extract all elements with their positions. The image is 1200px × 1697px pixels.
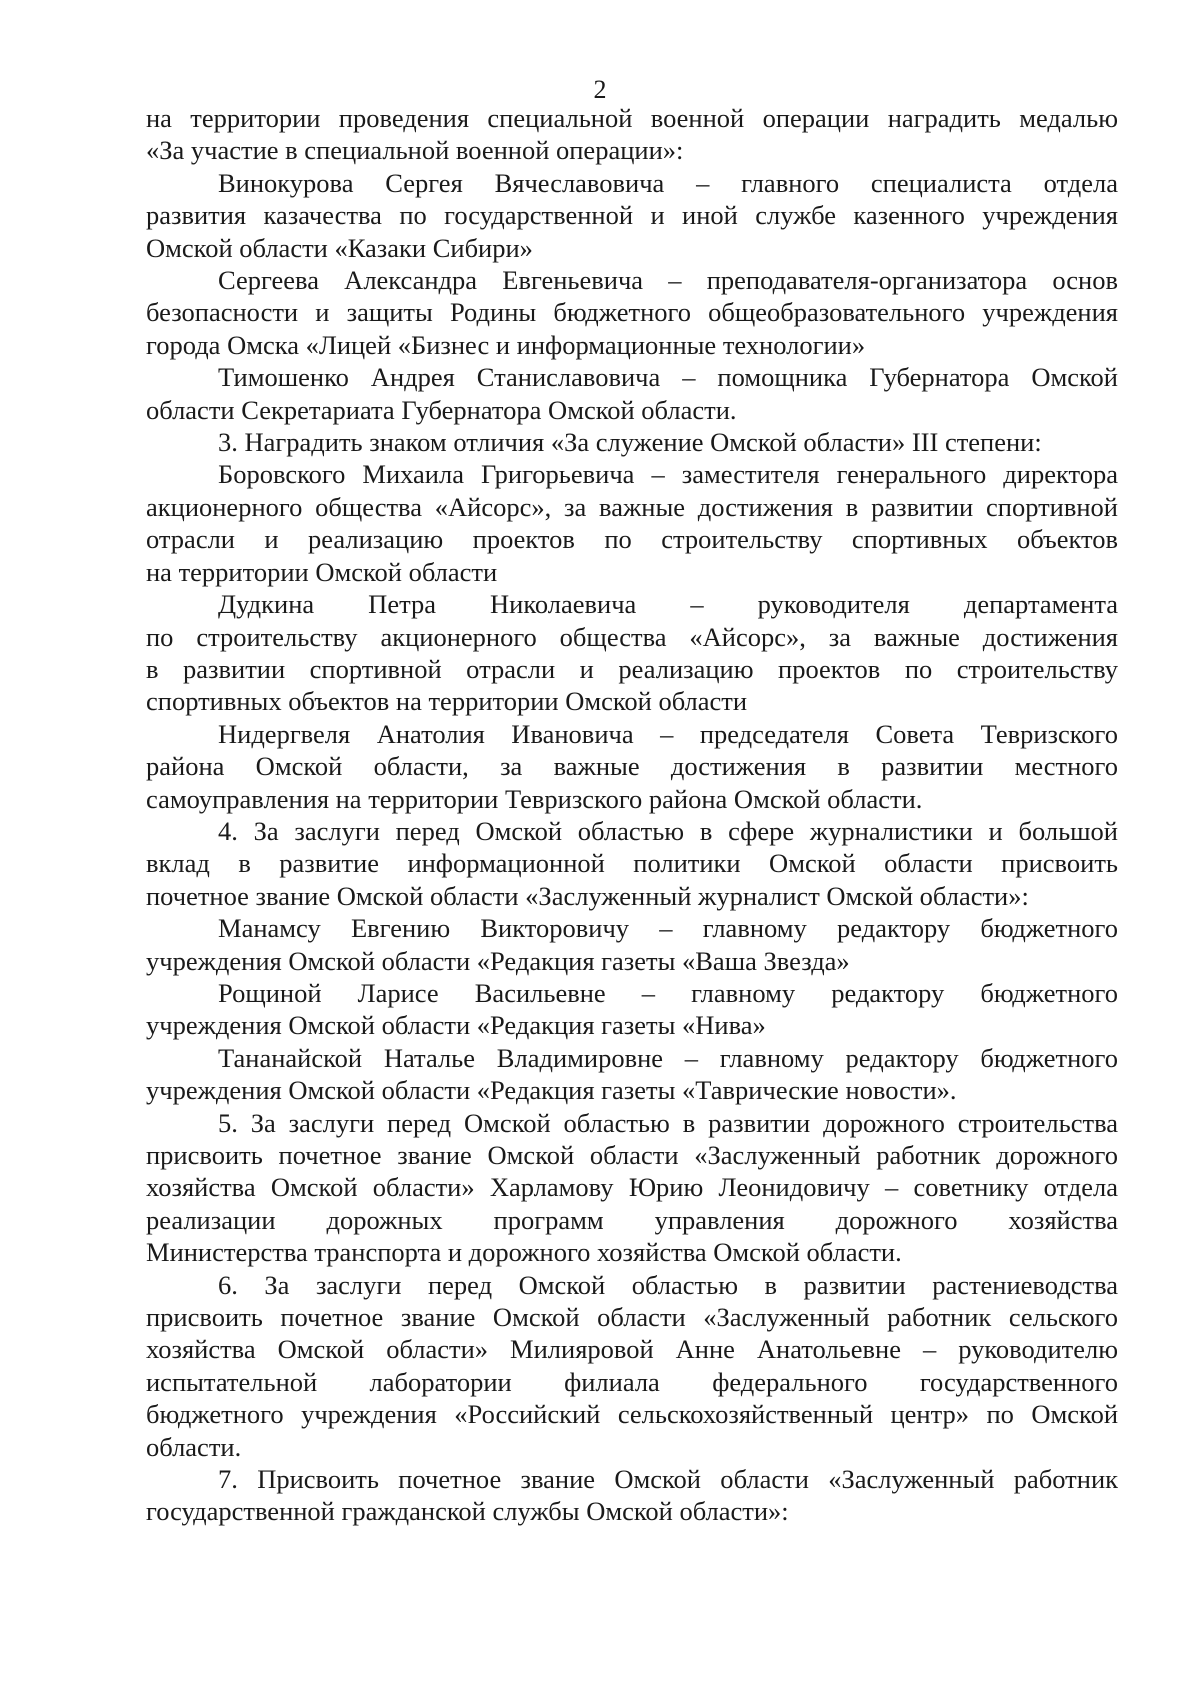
paragraph-line: вклад в развитие информационной политики Омской области присвоить <box>146 848 1118 879</box>
paragraph-roshchina <box>146 977 1118 1042</box>
paragraph-line: Министерства транспорта и дорожного хозяйства Омской области. <box>146 1237 902 1268</box>
paragraph-line: Тимошенко Андрея Станиславовича – помощника Губернатора Омской <box>218 362 1118 393</box>
paragraph-line: области Секретариата Губернатора Омской области. <box>146 394 737 425</box>
paragraph-line: города Омска «Лицей «Бизнес и информационные технологии» <box>146 329 866 360</box>
document-body <box>146 102 1118 1528</box>
paragraph-line: реализации дорожных программ управления дорожного хозяйства <box>146 1204 1118 1235</box>
paragraph-borovsky <box>146 458 1118 588</box>
paragraph-line: на территории проведения специальной военной операции наградить медалью <box>146 103 1118 133</box>
paragraph-line: на территории Омской области <box>146 556 498 587</box>
paragraph-line: Тананайской Наталье Владимировне – главному редактору бюджетного <box>218 1042 1118 1073</box>
paragraph-line: области. <box>146 1431 242 1462</box>
paragraph-line: акционерного общества «Айсорс», за важные достижения в развитии спортивной <box>146 491 1118 522</box>
paragraph-line: Омской области «Казаки Сибири» <box>146 232 533 263</box>
paragraph-item3 <box>146 426 1118 458</box>
paragraph-line: 4. За заслуги перед Омской областью в сфере журналистики и большой <box>218 815 1118 846</box>
paragraph-line: государственной гражданской службы Омской области»: <box>146 1496 789 1527</box>
paragraph-sergeev <box>146 264 1118 361</box>
paragraph-line: 3. Наградить знаком отличия «За служение Омской области» III степени: <box>218 427 1042 458</box>
paragraph-line: учреждения Омской области «Редакция газеты «Таврические новости». <box>146 1075 957 1106</box>
paragraph-line: Винокурова Сергея Вячеславовича – главного специалиста отдела <box>218 167 1118 198</box>
paragraph-line: 6. За заслуги перед Омской областью в развитии растениеводства <box>218 1269 1118 1300</box>
paragraph-line: Сергеева Александра Евгеньевича – преподавателя-организатора основ <box>218 265 1118 296</box>
paragraph-line: самоуправления на территории Тевризского района Омской области. <box>146 783 923 814</box>
paragraph-line: хозяйства Омской области» Милияровой Анне Анатольевне – руководителю <box>146 1334 1118 1365</box>
paragraph-line: Нидергвеля Анатолия Ивановича – председателя Совета Тевризского <box>218 718 1118 749</box>
paragraph-line: учреждения Омской области «Редакция газеты «Ваша Звезда» <box>146 945 850 976</box>
paragraph-item7 <box>146 1463 1118 1528</box>
paragraph-line: Боровского Михаила Григорьевича – заместителя генерального директора <box>218 459 1118 490</box>
paragraph-line: в развитии спортивной отрасли и реализацию проектов по строительству <box>146 653 1118 684</box>
paragraph-intro <box>146 102 1118 167</box>
paragraph-vinokurov <box>146 167 1118 264</box>
paragraph-line: учреждения Омской области «Редакция газеты «Нива» <box>146 1010 766 1041</box>
paragraph-line: почетное звание Омской области «Заслуженный журналист Омской области»: <box>146 880 1029 911</box>
paragraph-line: Рощиной Ларисе Васильевне – главному редактору бюджетного <box>218 977 1118 1008</box>
paragraph-line: развития казачества по государственной и иной службе казенного учреждения <box>146 200 1118 231</box>
paragraph-line: «За участие в специальной военной операции»: <box>146 135 684 166</box>
paragraph-line: спортивных объектов на территории Омской области <box>146 686 748 717</box>
paragraph-line: Дудкина Петра Николаевича – руководителя департамента <box>218 589 1118 620</box>
paragraph-nidergvel <box>146 718 1118 815</box>
paragraph-item4 <box>146 815 1118 912</box>
paragraph-dudkin <box>146 588 1118 718</box>
paragraph-line: района Омской области, за важные достижения в развитии местного <box>146 751 1118 782</box>
paragraph-item5 <box>146 1107 1118 1269</box>
paragraph-line: Манамсу Евгению Викторовичу – главному редактору бюджетного <box>218 913 1118 944</box>
paragraph-tananayskaya <box>146 1042 1118 1107</box>
paragraph-line: присвоить почетное звание Омской области «Заслуженный работник сельского <box>146 1302 1118 1333</box>
paragraph-line: отрасли и реализацию проектов по строительству спортивных объектов <box>146 524 1118 555</box>
paragraph-line: испытательной лаборатории филиала федерального государственного <box>146 1366 1118 1397</box>
paragraph-timoshenko <box>146 361 1118 426</box>
paragraph-line: безопасности и защиты Родины бюджетного общеобразовательного учреждения <box>146 297 1118 328</box>
paragraph-manamsa <box>146 912 1118 977</box>
paragraph-line: по строительству акционерного общества «Айсорс», за важные достижения <box>146 621 1118 652</box>
paragraph-line: бюджетного учреждения «Российский сельскохозяйственный центр» по Омской <box>146 1399 1118 1430</box>
paragraph-line: хозяйства Омской области» Харламову Юрию Леонидовичу – советнику отдела <box>146 1172 1118 1203</box>
paragraph-line: присвоить почетное звание Омской области «Заслуженный работник дорожного <box>146 1140 1118 1170</box>
paragraph-line: 7. Присвоить почетное звание Омской области «Заслуженный работник <box>218 1464 1118 1495</box>
page-number: 2 <box>593 75 607 104</box>
paragraph-line: 5. За заслуги перед Омской областью в развитии дорожного строительства <box>218 1107 1118 1138</box>
paragraph-item6 <box>146 1269 1118 1463</box>
